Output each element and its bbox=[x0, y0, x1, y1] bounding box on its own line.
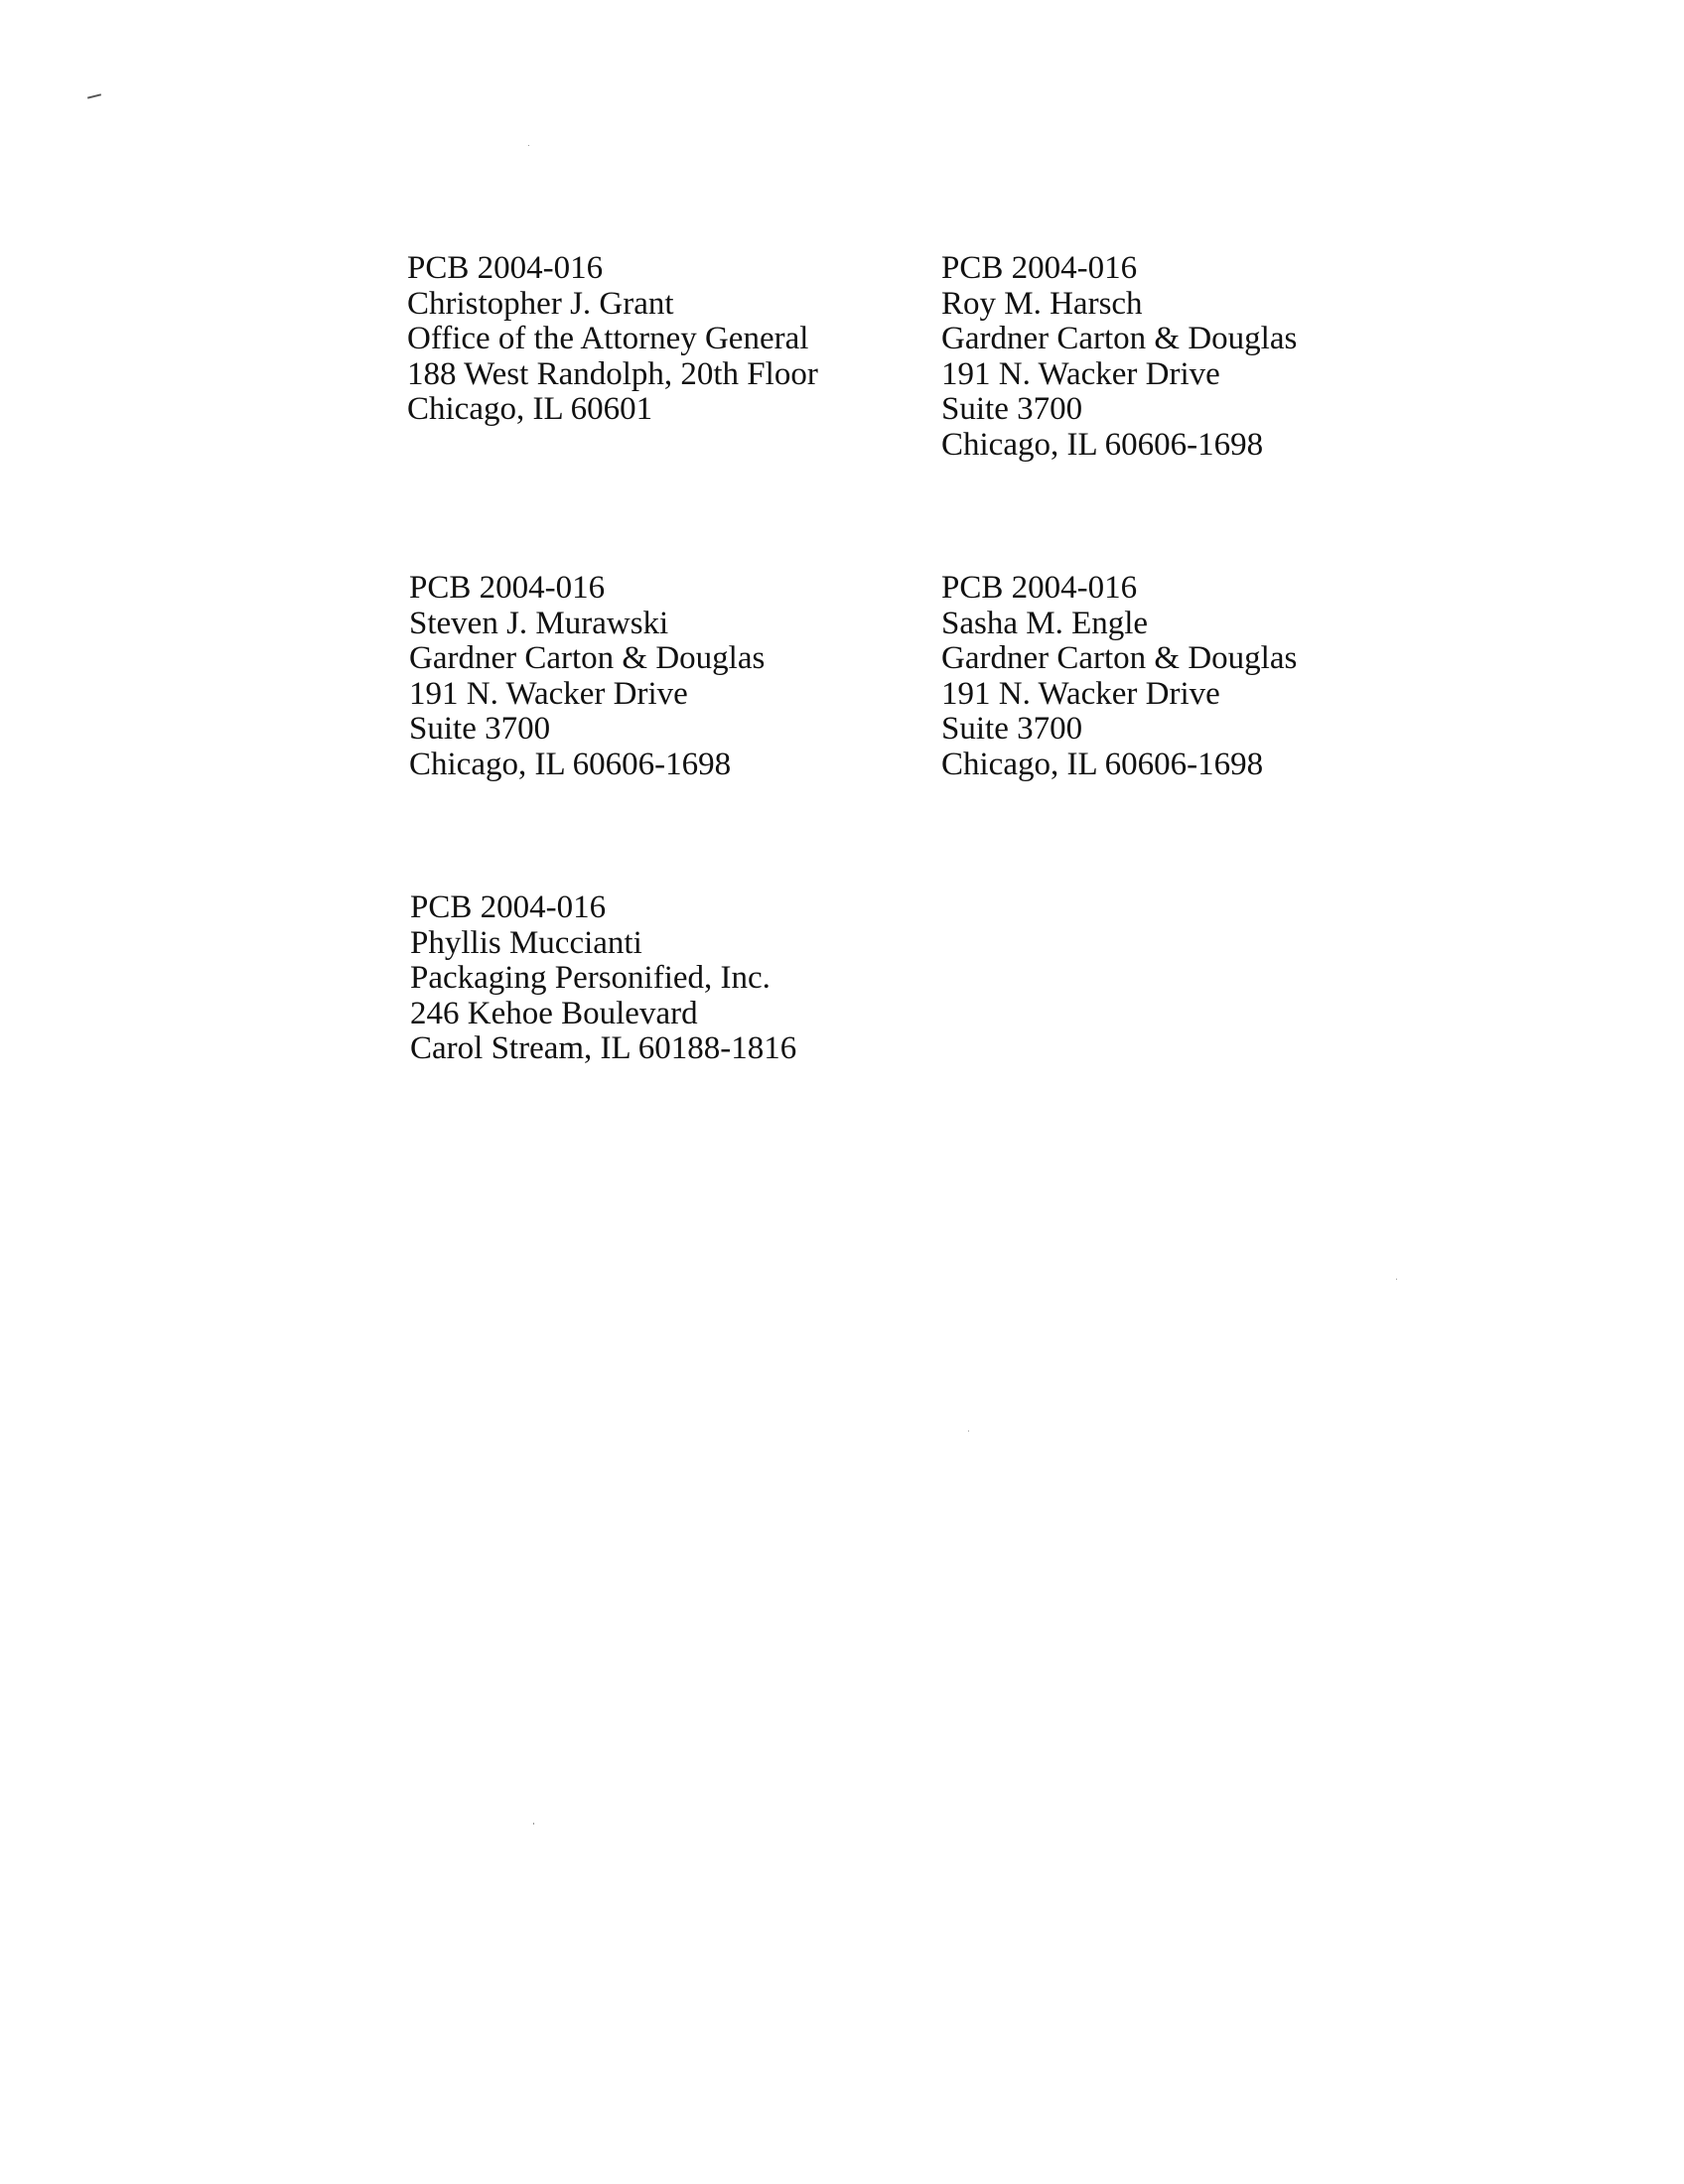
organization: Gardner Carton & Douglas bbox=[941, 640, 1298, 676]
scan-speck bbox=[968, 1431, 969, 1432]
address-block-murawski bbox=[409, 571, 765, 782]
street-address: 188 West Randolph, 20th Floor bbox=[407, 355, 818, 392]
recipient-name: Steven J. Murawski bbox=[409, 605, 669, 641]
organization: Gardner Carton & Douglas bbox=[941, 321, 1298, 356]
case-number: PCB 2004-016 bbox=[410, 889, 607, 925]
organization: Packaging Personified, Inc. bbox=[410, 960, 771, 996]
street-address: 191 N. Wacker Drive bbox=[941, 355, 1220, 392]
street-address: 246 Kehoe Boulevard bbox=[410, 995, 698, 1031]
scan-speck bbox=[533, 1823, 534, 1825]
recipient-name: Sasha M. Engle bbox=[941, 605, 1149, 641]
address-block-grant bbox=[407, 251, 818, 428]
city-state-zip: Carol Stream, IL 60188-1816 bbox=[410, 1030, 797, 1066]
scan-speck bbox=[528, 145, 529, 146]
city-state-zip: Chicago, IL 60606-1698 bbox=[941, 746, 1264, 782]
address-block-engle bbox=[941, 571, 1297, 782]
address-block-muccianti bbox=[410, 890, 796, 1067]
case-number: PCB 2004-016 bbox=[409, 570, 606, 606]
organization: Office of the Attorney General bbox=[407, 321, 809, 356]
scan-mark bbox=[87, 93, 101, 98]
case-number: PCB 2004-016 bbox=[941, 570, 1138, 606]
street-address: 191 N. Wacker Drive bbox=[409, 675, 688, 712]
case-number: PCB 2004-016 bbox=[941, 250, 1138, 286]
city-state-zip: Chicago, IL 60601 bbox=[407, 391, 653, 427]
suite: Suite 3700 bbox=[941, 711, 1083, 747]
suite: Suite 3700 bbox=[409, 711, 551, 747]
city-state-zip: Chicago, IL 60606-1698 bbox=[941, 426, 1264, 463]
street-address: 191 N. Wacker Drive bbox=[941, 675, 1220, 712]
recipient-name: Christopher J. Grant bbox=[407, 285, 674, 322]
recipient-name: Roy M. Harsch bbox=[941, 285, 1143, 322]
organization: Gardner Carton & Douglas bbox=[409, 640, 766, 676]
suite: Suite 3700 bbox=[941, 391, 1083, 427]
address-block-harsch bbox=[941, 251, 1297, 463]
scan-speck bbox=[1396, 1279, 1397, 1280]
recipient-name: Phyllis Muccianti bbox=[410, 924, 642, 961]
case-number: PCB 2004-016 bbox=[407, 250, 604, 286]
city-state-zip: Chicago, IL 60606-1698 bbox=[409, 746, 732, 782]
